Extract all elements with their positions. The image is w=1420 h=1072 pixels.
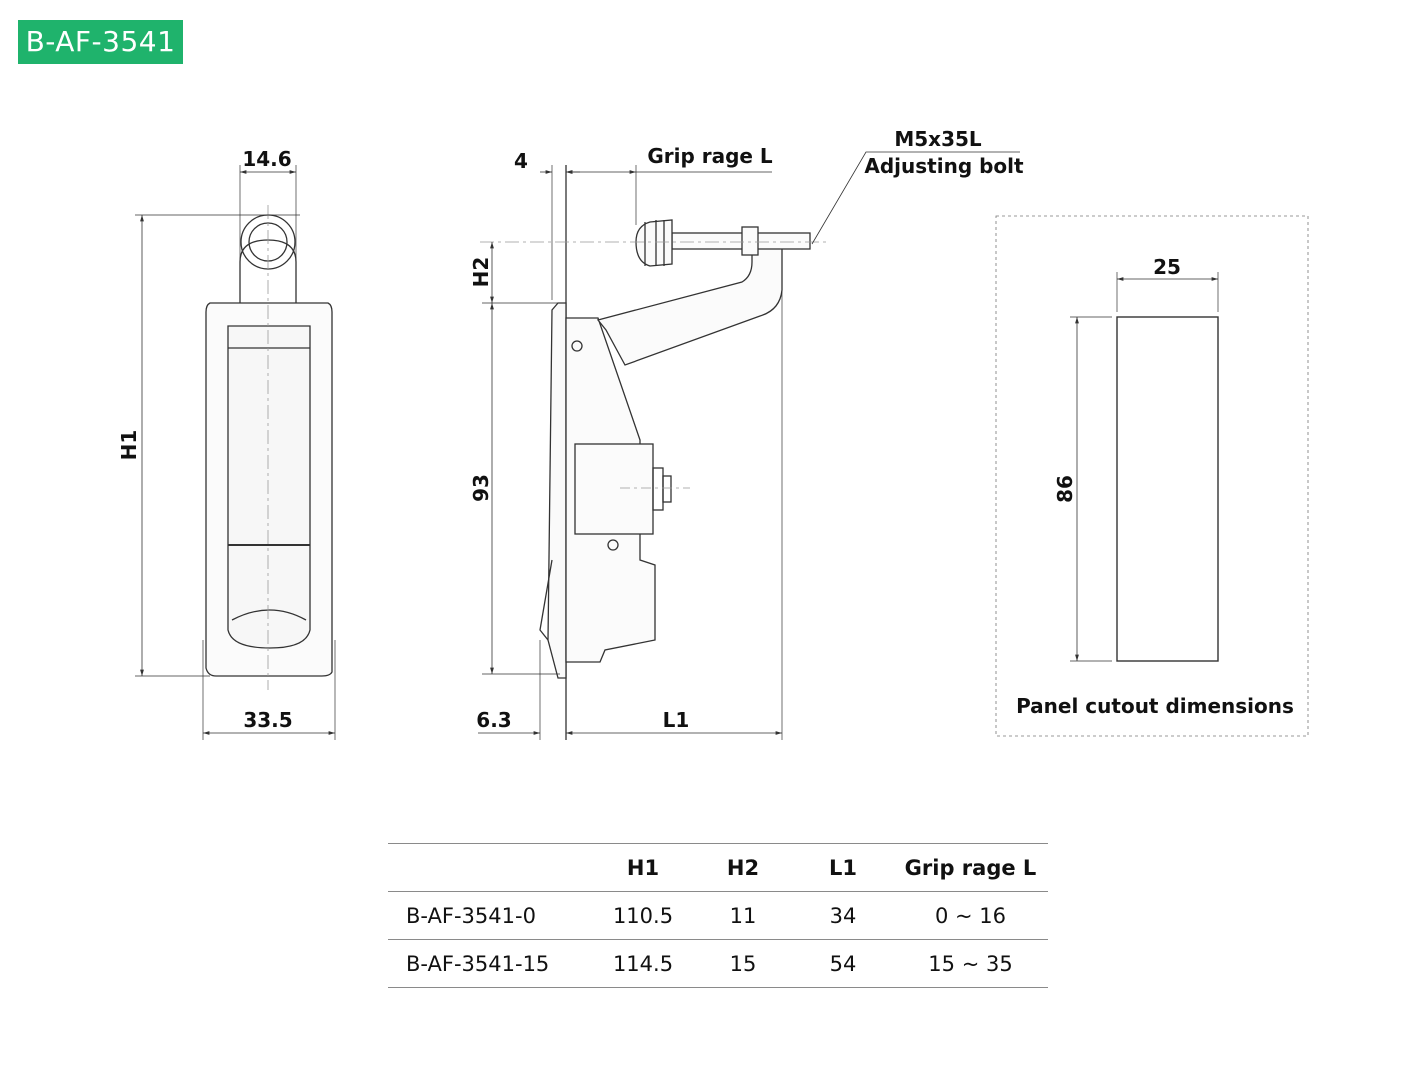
table-row — [388, 940, 1048, 988]
cutout-rect — [1117, 317, 1218, 661]
row-l1: 54 — [793, 940, 893, 988]
dim-body-height: 93 — [469, 474, 493, 502]
front-recess — [228, 326, 310, 648]
dim-l1: L1 — [662, 708, 690, 732]
side-view — [478, 152, 1020, 740]
side-flange — [548, 303, 566, 678]
row-model: B-AF-3541-0 — [388, 892, 593, 940]
dim-h2: H2 — [469, 256, 493, 288]
bolt-shaft — [672, 233, 810, 249]
bolt-label-size: M5x35L — [894, 127, 982, 151]
table-header-row — [388, 844, 1048, 892]
row-model: B-AF-3541-15 — [388, 940, 593, 988]
front-view — [135, 165, 335, 740]
dim-h1: H1 — [117, 429, 141, 461]
side-lock-box — [575, 444, 653, 534]
dim-top-width: 14.6 — [242, 147, 292, 171]
cutout-view — [996, 216, 1308, 736]
row-h1: 114.5 — [593, 940, 693, 988]
row-h2: 15 — [693, 940, 793, 988]
dim-thickness: 4 — [514, 149, 528, 173]
row-h2: 11 — [693, 892, 793, 940]
cutout-title: Panel cutout dimensions — [1016, 694, 1294, 718]
table-header-h1: H1 — [593, 844, 693, 892]
bolt-knob — [636, 220, 672, 266]
table-row — [388, 892, 1048, 940]
table-header-grip: Grip rage L — [893, 844, 1048, 892]
cutout-height: 86 — [1053, 475, 1077, 503]
spec-table — [388, 843, 1048, 988]
bolt-label-name: Adjusting bolt — [864, 154, 1024, 178]
table-header-model — [388, 844, 593, 892]
dim-base: 6.3 — [476, 708, 512, 732]
cutout-width: 25 — [1153, 255, 1181, 279]
table-header-l1: L1 — [793, 844, 893, 892]
table-header-h2: H2 — [693, 844, 793, 892]
dim-grip-range: Grip rage L — [647, 144, 773, 168]
row-h1: 110.5 — [593, 892, 693, 940]
row-l1: 34 — [793, 892, 893, 940]
dim-width: 33.5 — [243, 708, 293, 732]
row-grip: 0 ~ 16 — [893, 892, 1048, 940]
model-badge: B-AF-3541 — [18, 20, 183, 64]
row-grip: 15 ~ 35 — [893, 940, 1048, 988]
